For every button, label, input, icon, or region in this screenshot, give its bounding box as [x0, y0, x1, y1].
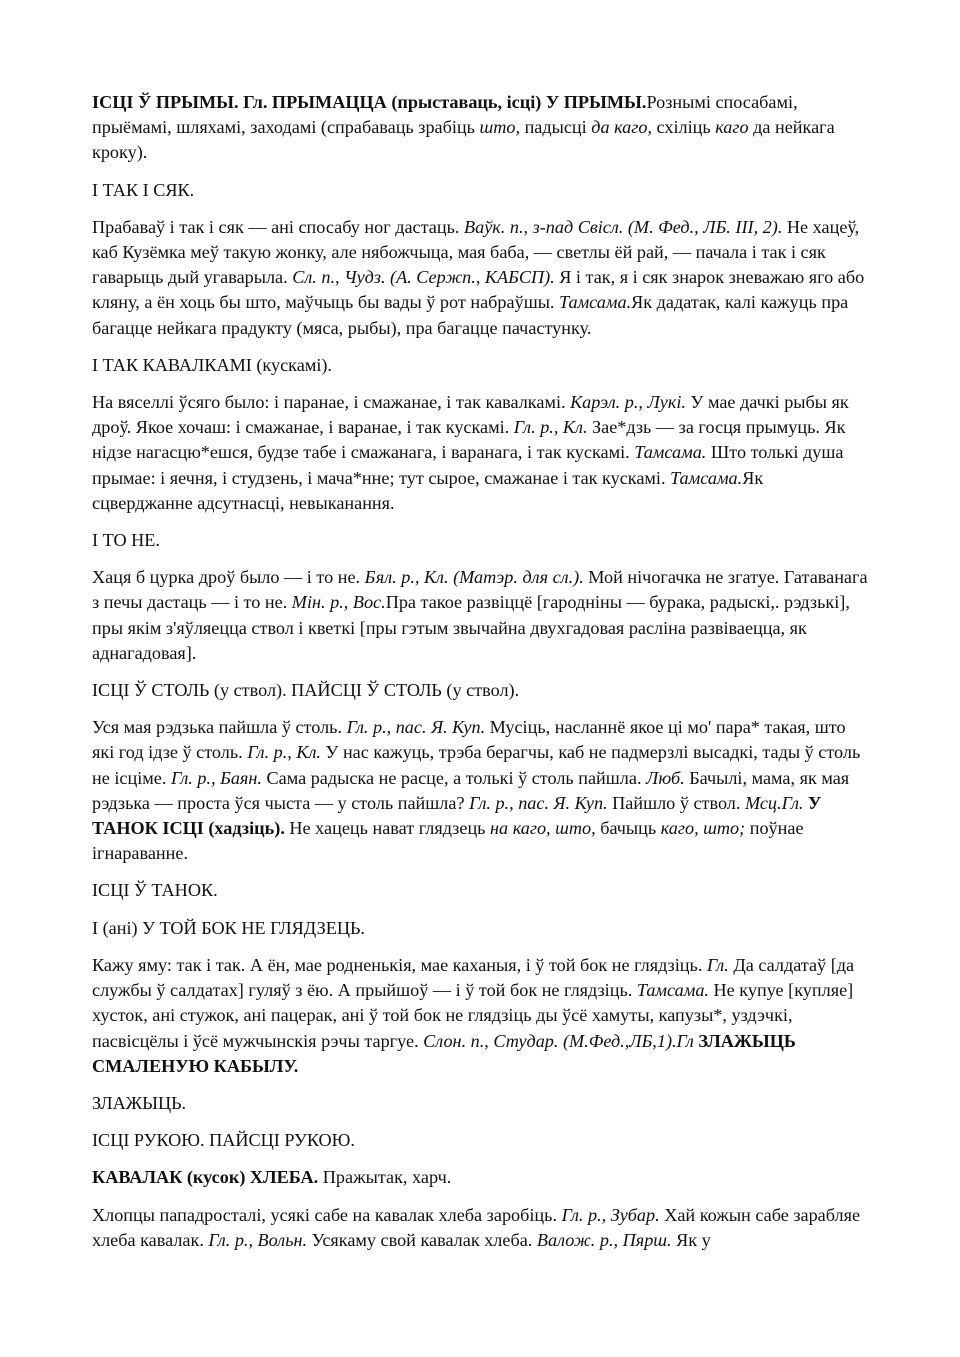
- italic-run: Ваўк. п., з-пад Свісл. (М. Фед., ЛБ. III, 2).: [464, 216, 783, 237]
- italic-run: Люб.: [646, 767, 685, 788]
- text-run: Пра такое развіццё [гароднiны — бурака, радыскі,. рэдзькі], пры якім з'яўляецца ствол і кветкі [пры гэтым звычайна двухгадовая расліна развіваецца, як аднагадовая].: [92, 592, 850, 663]
- paragraph: [92, 953, 868, 1079]
- italic-run: Сл. п., Чудз. (А. Сержп., КАБСП).: [292, 267, 555, 288]
- italic-run: Карэл. р., Лукі.: [570, 392, 686, 413]
- text-run: Мой нічогачка не згатуе. Гатаванага з печы дастаць — і то не.: [92, 567, 868, 613]
- text-run: Хаця б цурка дроў было — і то не.: [92, 567, 365, 588]
- paragraph: [92, 565, 868, 666]
- italic-run: Гл. р., Зубар.: [561, 1204, 660, 1225]
- paragraph: [92, 678, 868, 703]
- italic-run: Гл. р., Баян.: [170, 767, 262, 788]
- text-run: ІСЦІ Ў ТАНОК.: [92, 880, 218, 901]
- text-run: І ТО НЕ.: [92, 530, 160, 551]
- text-run: ІСЦІ РУКОЮ. ПАЙСЦІ РУКОЮ.: [92, 1130, 355, 1151]
- bold-run: ІСЦІ Ў ПРЫМЫ. Гл. ПРЫМАЦЦА (прыставаць, ісці) У ПРЫМЫ.: [92, 92, 647, 112]
- text-run: У нас кажуць, трэба берагчы, каб не падмерзлі высадкі, тады ў столь не ісціме.: [92, 742, 861, 788]
- text-run: Усякаму свой кавалак хлеба.: [307, 1229, 537, 1250]
- italic-run: Мін. р., Вос.: [291, 592, 386, 613]
- italic-run: Гл. р., Кл.: [513, 417, 588, 438]
- text-run: Зае*дзь — за госця прымуць. Як нідзе нагасцю*ешся, будзе табе і смажанага, і варанага, і так кускамі.: [92, 417, 846, 463]
- paragraph: [92, 90, 868, 166]
- text-run: Прабаваў і так і сяк — ані спосабу ног дастаць.: [92, 216, 464, 237]
- italic-run: Тамсама.: [636, 980, 709, 1001]
- bold-run: КАВАЛАК (кусок) ХЛЕБА.: [92, 1167, 319, 1188]
- italic-run: Гл. р., пас. Я. Куп.: [346, 717, 486, 738]
- text-run: І ТАК КАВАЛКАМІ (кускамі).: [92, 354, 332, 375]
- text-run: ІСЦІ Ў СТОЛЬ (у ствол). ПАЙСЦІ Ў СТОЛЬ (у ствол).: [92, 680, 520, 701]
- paragraph: [92, 528, 868, 553]
- paragraph: [92, 215, 868, 341]
- italic-run: Слон. п., Студар. (М.Фед.,ЛБ,1).Гл: [423, 1030, 694, 1051]
- paragraph: [92, 1165, 868, 1190]
- text-run: ЗЛАЖЫЦЬ.: [92, 1092, 187, 1113]
- text-run: поўнае ігнараванне.: [92, 818, 804, 864]
- text-run: Як дадатак, калі кажуць пра багацце нейкага прадукту (мяса, рыбы), пра багацце пачастунку.: [92, 292, 849, 338]
- bold-run: ЗЛАЖЫЦЬ СМАЛЕНУЮ КАБЫЛУ.: [92, 1030, 796, 1076]
- italic-run: Гл. р., Вольн.: [208, 1229, 308, 1250]
- text-run: да нейкага кроку).: [92, 117, 835, 163]
- italic-run: Валож. р., Пярш.: [536, 1229, 672, 1250]
- text-run: Пражытак, харч.: [318, 1167, 452, 1188]
- text-run: Кажу яму: так і так. А ён, мае родненькія, мае каханыя, і ў той бок не глядзіць.: [92, 954, 707, 975]
- paragraph: [92, 390, 868, 516]
- text-run: І ТАК І СЯК.: [92, 179, 195, 200]
- text-run: Хлопцы пападросталі, усякі сабе на кавалак хлеба заробіць.: [92, 1204, 562, 1225]
- text-run: схіліць: [652, 117, 716, 138]
- text-run: Сама радыска не расце, а толькі ў столь пайшла.: [261, 767, 647, 788]
- paragraph: [92, 715, 868, 866]
- italic-run: Гл. р., Кл.: [247, 742, 321, 763]
- paragraph: [92, 1203, 868, 1253]
- text-run: Рознымі спосабамі, прыёмамі, шляхамі, заходамі (спрабаваць зрабіць: [92, 92, 798, 138]
- text-run: Не купуе [купляе] хусток, ані стужок, ані пацерак, ані ў той бок не глядзіць ды ўсё хамуты, капузы*, уздэчкі, пасвісцёлы і ўсё мужчынскія рэчы таргуе.: [92, 980, 854, 1051]
- italic-run: Гл. р., пас. Я. Куп.: [469, 792, 608, 813]
- text-run: Як сцверджанне адсутнасці, невыканання.: [92, 467, 764, 513]
- bold-run: У ТАНОК ІСЦІ (хадзіць).: [92, 792, 822, 839]
- italic-run: Мсц.Гл.: [744, 792, 804, 813]
- text-run: Да салдатаў [да службы ў салдатах] гуляў з ёю. А прыйшоў — і ў той бок не глядзіць.: [92, 954, 855, 1001]
- italic-run: да каго,: [591, 117, 652, 138]
- paragraph: [92, 353, 868, 378]
- text-run: І (ані) У ТОЙ БОК НЕ ГЛЯДЗЕЦЬ.: [92, 917, 365, 938]
- text-run: На вяселлі ўсяго было: і паранае, і смажанае, і так кавалкамі.: [92, 392, 571, 413]
- italic-run: Тамсама.: [559, 292, 632, 313]
- text-run: У мае дачкі рыбы як дроў. Якое хочаш: і смажанае, і варанае, і так кускамі.: [92, 392, 849, 438]
- text-run: Не хацець нават глядзець: [284, 818, 491, 839]
- text-run: бачыць: [595, 818, 661, 839]
- text-run: Бачылі, мама, як мая рэдзька — проста ўся чыста — у столь пайшла?: [92, 767, 850, 813]
- italic-run: Бял. р., Кл. (Матэр. для сл.).: [364, 567, 584, 588]
- text-run: Уся мая рэдзька пайшла ў столь.: [92, 717, 347, 738]
- italic-run: што,: [479, 117, 521, 138]
- text-run: Я і так, я і сяк знарок зневажаю яго або кляну, а ён хоць бы што, маўчыць бы вады ў рот набраўшы.: [92, 267, 865, 313]
- paragraph: [92, 1091, 868, 1116]
- italic-run: Тамсама.: [634, 442, 707, 463]
- paragraph: [92, 916, 868, 941]
- italic-run: каго, што;: [660, 818, 746, 839]
- text-run: Мусіць, насланнё якое ці мо' пара* такая, што які год ідзе ў столь.: [92, 717, 846, 763]
- text-run: Як у: [671, 1229, 711, 1250]
- paragraph: [92, 878, 868, 903]
- text-run: Хай кожын сабе зарабляе хлеба кавалак.: [92, 1204, 861, 1250]
- italic-run: Тамсама.: [670, 467, 743, 488]
- text-run: Пайшло ў ствол.: [607, 792, 745, 813]
- italic-run: Гл.: [706, 954, 729, 975]
- paragraph: [92, 1128, 868, 1153]
- italic-run: на каго, што,: [490, 818, 596, 839]
- italic-run: каго: [715, 117, 749, 138]
- text-run: Што толькі душа прымае: і яечня, і студзень, і мача*нне; тут сырое, смажанае і так кускамі.: [92, 442, 844, 488]
- text-run: Не хацеў, каб Кузёмка меў такую жонку, але нябожчыца, мая баба, — светлы ёй рай, — пачала і так і сяк гаварыць дый угаварыла.: [92, 216, 860, 288]
- paragraph: [92, 178, 868, 203]
- text-run: падысці: [520, 117, 592, 138]
